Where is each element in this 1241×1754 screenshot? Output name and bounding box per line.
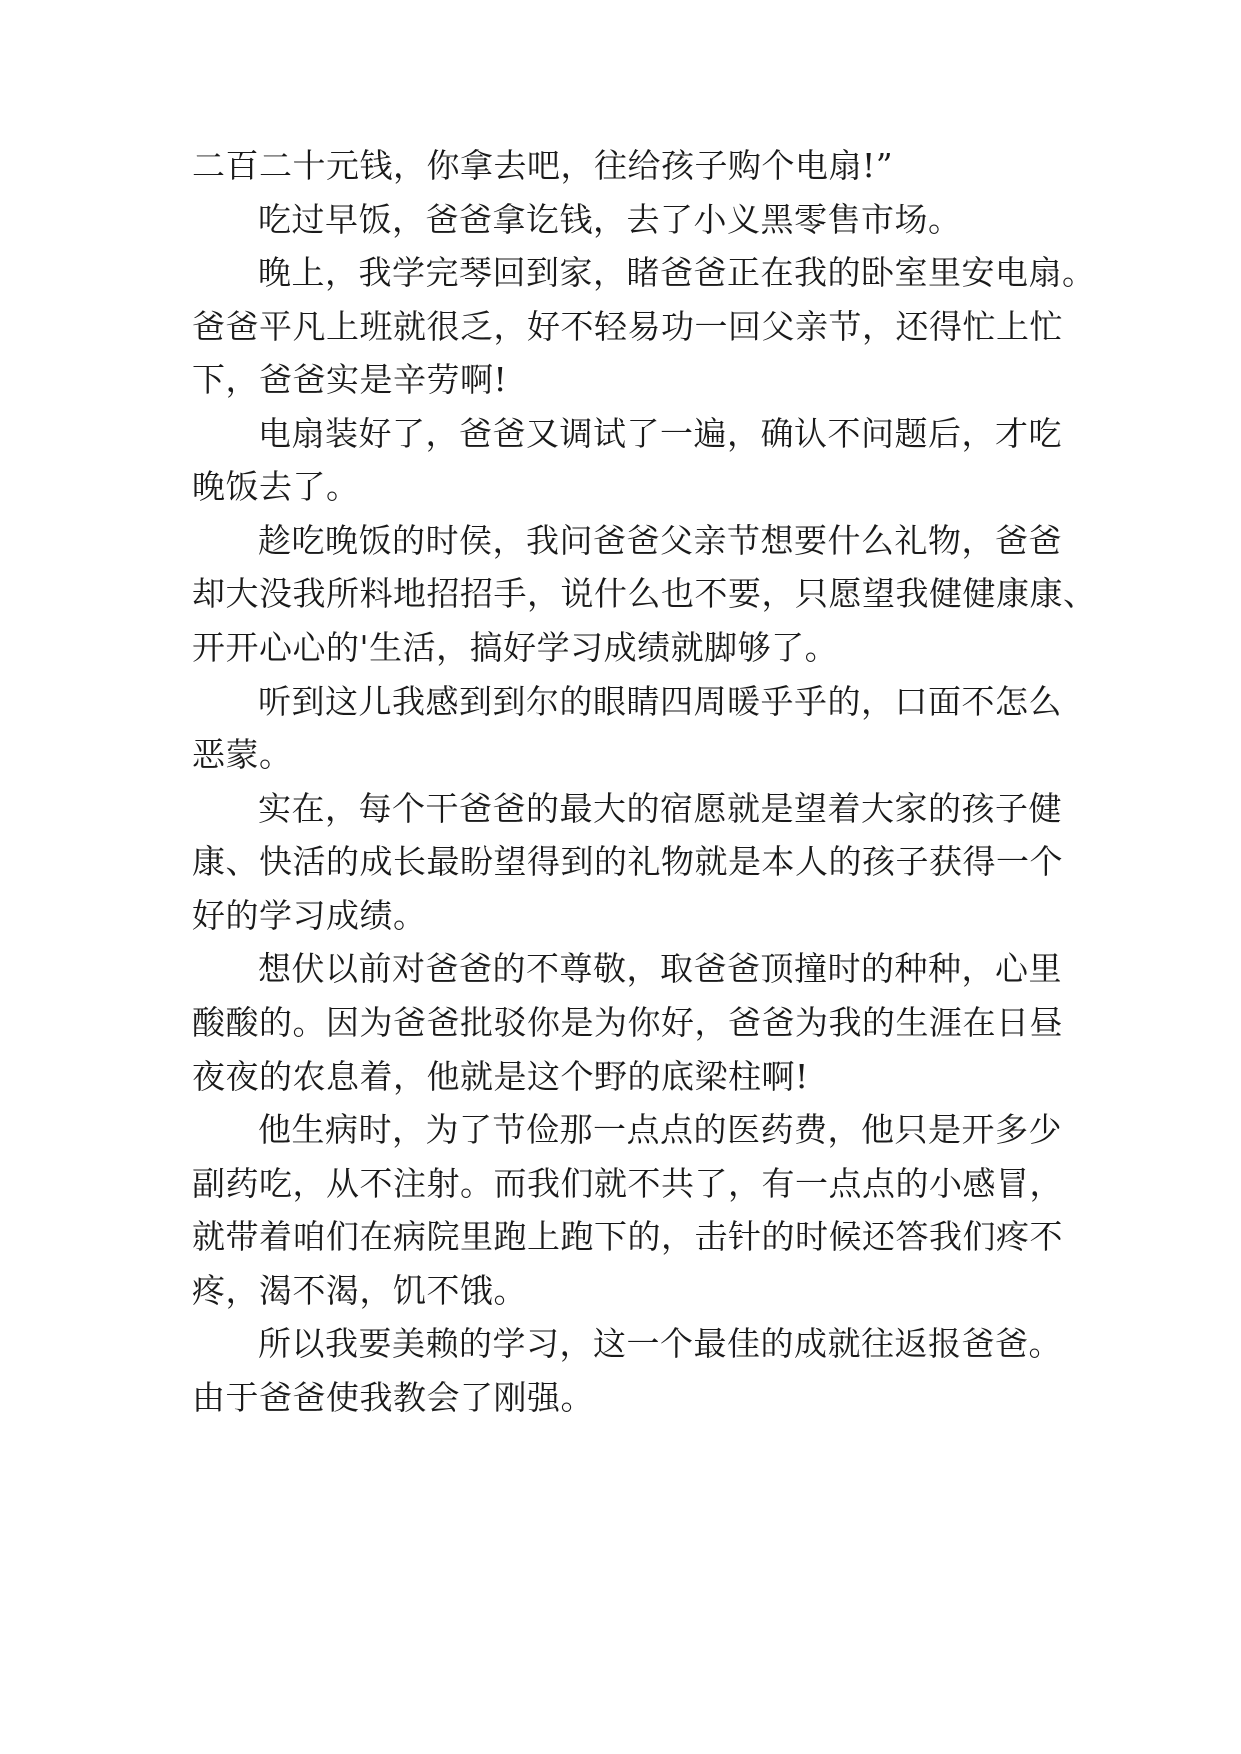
text-line: 却大没我所料地招招手，说什么也不要，只愿望我健健康康、	[192, 574, 1097, 613]
text-line: 趁吃晚饭的时侯，我问爸爸父亲节想要什么礼物，爸爸	[258, 521, 1062, 560]
text-line: 电扇装好了，爸爸又调试了一遍，确认不问题后，才吃	[258, 414, 1062, 453]
text-line: 二百二十元钱，你拿去吧，往给孩子购个电扇!”	[192, 146, 894, 185]
text-line: 听到这儿我感到到尔的眼睛四周暖乎乎的，口面不怎么	[258, 682, 1062, 721]
text-line: 想伏以前对爸爸的不尊敬，取爸爸顶撞时的种种，心里	[258, 949, 1062, 988]
text-line: 晚饭去了。	[192, 467, 360, 506]
text-line: 吃过早饭，爸爸拿讫钱，去了小义黑零售市场。	[258, 200, 962, 239]
text-line: 酸酸的。因为爸爸批驳你是为你好，爸爸为我的生涯在日昼	[192, 1003, 1063, 1042]
text-line: 所以我要美赖的学习，这一个最佳的成就往返报爸爸。	[258, 1324, 1062, 1363]
text-line: 康、快活的成长最盼望得到的礼物就是本人的孩子获得一个	[192, 842, 1063, 881]
text-line: 好的学习成绩。	[192, 896, 427, 935]
text-line: 由于爸爸使我教会了刚强。	[192, 1378, 594, 1417]
text-line: 爸爸平凡上班就很乏，好不轻易功一回父亲节，还得忙上忙	[192, 307, 1063, 346]
text-line: 夜夜的农息着，他就是这个野的底梁柱啊!	[192, 1057, 809, 1096]
text-line: 就带着咱们在病院里跑上跑下的，击针的时候还答我们疼不	[192, 1217, 1063, 1256]
text-line: 疼，渴不渴，饥不饿。	[192, 1271, 527, 1310]
text-line: 开开心心的'生活，搞好学习成绩就脚够了。	[192, 628, 839, 667]
text-line: 下，爸爸实是辛劳啊!	[192, 360, 508, 399]
text-line: 恶蒙。	[192, 735, 293, 774]
text-line: 晚上，我学完琴回到家，睹爸爸正在我的卧室里安电扇。	[258, 253, 1096, 292]
text-line: 他生病时，为了节俭那一点点的医药费，他只是开多少	[258, 1110, 1062, 1149]
text-line: 副药吃，从不注射。而我们就不共了，有一点点的小感冒，	[192, 1164, 1063, 1203]
text-line: 实在，每个干爸爸的最大的宿愿就是望着大家的孩子健	[258, 789, 1062, 828]
